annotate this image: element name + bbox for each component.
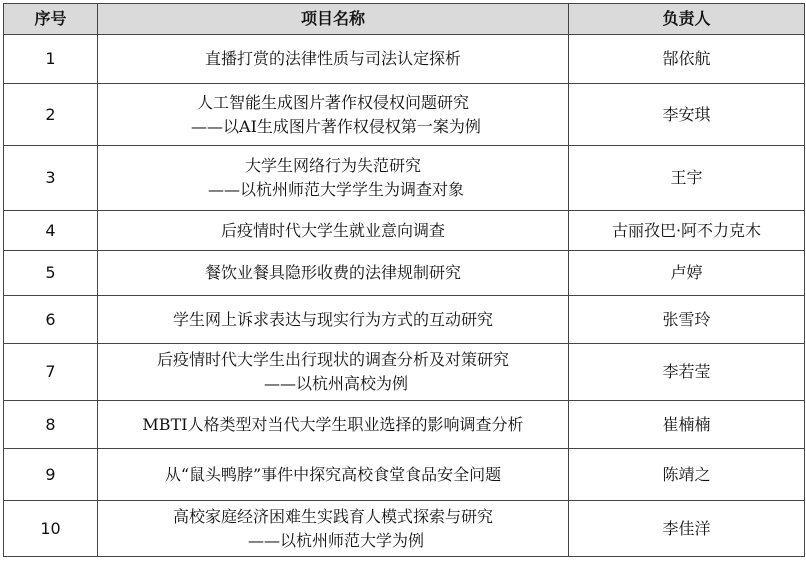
title-line: 后疫情时代大学生出行现状的调查分析及对策研究 (156, 350, 509, 369)
row-no: 2 (4, 84, 98, 146)
subtitle-line: ——以杭州师范大学学生为调查对象 (207, 180, 464, 199)
header-leader: 负责人 (569, 4, 805, 35)
row-no: 8 (4, 401, 98, 449)
title-line: 后疫情时代大学生就业意向调查 (220, 220, 445, 240)
subtitle-line: ——以杭州高校为例 (263, 374, 408, 393)
row-title (98, 401, 569, 449)
row-leader: 崔楠楠 (569, 401, 805, 449)
row-title (98, 449, 569, 501)
row-no: 1 (4, 35, 98, 84)
header-no: 序号 (4, 4, 98, 35)
row-leader: 陈靖之 (569, 449, 805, 501)
row-no: 9 (4, 449, 98, 501)
title-line: 从“鼠头鸭脖”事件中探究高校食堂食品安全问题 (164, 464, 502, 484)
row-leader: 古丽孜巴·阿不力克木 (569, 211, 805, 251)
title-line: 餐饮业餐具隐形收费的法律规制研究 (204, 263, 461, 282)
table-row (4, 449, 805, 501)
title-line: 人工智能生成图片著作权侵权问题研究 (196, 92, 469, 112)
row-no: 5 (4, 251, 98, 296)
title-line: 大学生网络行为失范研究 (244, 156, 421, 175)
row-no: 10 (4, 501, 98, 557)
table-row (4, 35, 805, 84)
row-title (98, 344, 569, 401)
row-leader: 王宇 (569, 146, 805, 211)
table-row (4, 296, 805, 344)
title-line: 学生网上诉求表达与现实行为方式的互动研究 (172, 309, 493, 329)
subtitle-line: ——以杭州师范大学为例 (247, 530, 424, 550)
row-title (98, 501, 569, 557)
table-row (4, 146, 805, 211)
title-line: 直播打赏的法律性质与司法认定探析 (204, 49, 461, 68)
row-leader: 卢婷 (569, 251, 805, 296)
row-leader: 郜依航 (569, 35, 805, 84)
row-title (98, 146, 569, 211)
row-leader: 张雪玲 (569, 296, 805, 344)
table-row (4, 501, 805, 557)
row-title (98, 296, 569, 344)
row-leader: 李安琪 (569, 84, 805, 146)
table-row (4, 251, 805, 296)
row-title (98, 35, 569, 84)
project-table (3, 3, 805, 557)
title-line: MBTI人格类型对当代大学生职业选择的影响调查分析 (142, 414, 524, 434)
subtitle-line: ——以AI生成图片著作权侵权第一案为例 (191, 116, 481, 136)
table-row (4, 344, 805, 401)
row-no: 4 (4, 211, 98, 251)
row-leader: 李佳洋 (569, 501, 805, 557)
header-title: 项目名称 (98, 4, 569, 35)
row-title (98, 251, 569, 296)
row-no: 7 (4, 344, 98, 401)
table-row (4, 401, 805, 449)
row-leader: 李若莹 (569, 344, 805, 401)
row-title (98, 211, 569, 251)
row-no: 6 (4, 296, 98, 344)
row-no: 3 (4, 146, 98, 211)
table-row (4, 211, 805, 251)
title-line: 高校家庭经济困难生实践育人模式探索与研究 (172, 506, 493, 526)
table-row (4, 84, 805, 146)
header-row (4, 4, 805, 35)
row-title (98, 84, 569, 146)
